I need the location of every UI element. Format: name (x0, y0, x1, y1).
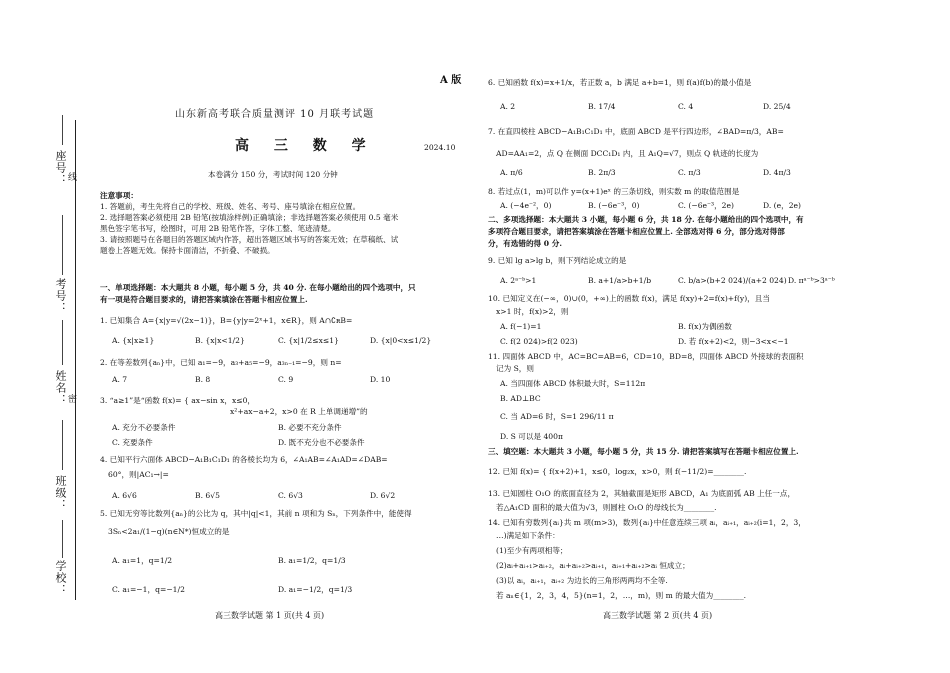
question-5-line1: 5. 已知无穷等比数列{aₙ}的公比为 q，其中|q|<1，其前 n 项和为 Sₙ，下列条件中，能使得 (100, 509, 412, 518)
question-14-line2: …)满足如下条件： (496, 531, 560, 540)
question-13-line2: 若△A₁CD 面积的最大值为√3，则圆柱 O₁O 的母线长为________. (496, 503, 717, 512)
seat-label: 座号： (54, 150, 67, 186)
question-8: 8. 若过点(1，m)可以作 y=(x+1)eˣ 的三条切线，则实数 m 的取值范围是 (488, 187, 740, 196)
q11-option-b: B. AD⊥BC (500, 394, 541, 403)
section2-heading-c: 分，有选错的得 0 分. (488, 239, 562, 248)
q2-option-b: B. 8 (195, 375, 211, 384)
page-footer-1: 高三数学试题 第 1 页(共 4 页) (215, 611, 325, 620)
q2-option-c: C. 9 (278, 375, 294, 384)
exam-no-label: 考号： (54, 278, 67, 314)
q2-option-d: D. 10 (370, 375, 391, 384)
section2-heading-a: 二、多项选择题：本大题共 3 小题，每小题 6 分，共 18 分. 在每小题给出的四个选项中，有 (488, 215, 804, 224)
name-line (62, 320, 63, 365)
q7-option-a: A. π/6 (500, 168, 523, 177)
q10-option-a: A. f(−1)=1 (500, 322, 542, 331)
school-label: 学校： (54, 560, 67, 596)
binding-margin (28, 120, 90, 600)
version-label: A 版 (440, 75, 462, 86)
seat-line (62, 115, 63, 145)
q8-option-d: D. (e，2e) (763, 201, 801, 210)
note-line-4: 3. 请按照题号在各题目的答题区域内作答，超出答题区域书写的答案无效；在草稿纸、试 (100, 235, 399, 244)
q5-option-c: C. a₁=−1，q=−1/2 (112, 585, 185, 594)
question-4-line1: 4. 已知平行六面体 ABCD−A₁B₁C₁D₁ 的各棱长均为 6，∠A₁AB=∠A₁AD=∠DAB= (100, 455, 388, 464)
q5-option-d: D. a₁=−1/2，q=1/3 (278, 585, 353, 594)
q2-option-a: A. 7 (112, 375, 128, 384)
question-14-line6: 若 aₙ∈{1，2，3，4，5}(n=1，2，…，m)，则 m 的最大值为________. (496, 591, 747, 600)
q4-option-a: A. 6√6 (112, 491, 137, 500)
q8-option-c: C. (−6e⁻³，2e) (678, 201, 734, 210)
exam-date: 2024.10 (424, 143, 456, 152)
binding-rule (75, 120, 76, 600)
section3-heading: 三、填空题：本大题共 3 小题，每小题 5 分，共 15 分. 请把答案填写在答题卡相应位置上. (488, 447, 799, 456)
q6-option-a: A. 2 (500, 102, 516, 111)
q4-option-b: B. 6√5 (195, 491, 220, 500)
q9-option-a: A. 2ᵃ⁻ᵇ>1 (500, 276, 537, 285)
question-14-line4: (2)aᵢ+aᵢ₊₁>aᵢ₊₂，aᵢ+aᵢ₊₂>aᵢ₊₁，aᵢ₊₁+aᵢ₊₂>aᵢ 恒成立； (496, 561, 690, 570)
school-line (62, 520, 63, 558)
q6-option-d: D. 25/4 (763, 102, 791, 111)
notes-heading: 注意事项： (100, 191, 138, 200)
page-footer-2: 高三数学试题 第 2 页(共 4 页) (603, 611, 713, 620)
q6-option-c: C. 4 (678, 102, 694, 111)
question-3-line2: x²+ax−a+2，x>0 在 R 上单调递增”的 (230, 407, 368, 416)
line-mark: 线 (68, 173, 78, 183)
q5-option-b: B. a₁=1/2，q=1/3 (278, 556, 346, 565)
q9-option-b: B. a+1/a>b+1/b (588, 276, 652, 285)
q8-option-b: B. (−6e⁻³，0) (588, 201, 640, 210)
q3-option-c: C. 充要条件 (112, 438, 153, 447)
q8-option-a: A. (−4e⁻²，0) (500, 201, 552, 210)
question-12: 12. 已知 f(x)= { f(x+2)+1，x≤0，log₂x，x>0，则 f(−11/2)=________. (488, 467, 747, 476)
q10-option-d: D. 若 f(x+2)<2，则−3<x<−1 (678, 337, 789, 346)
note-line-5: 题卷上答题无效。保持卡面清洁，不折叠、不破损。 (100, 246, 275, 255)
question-2: 2. 在等差数列{aₙ}中，已知 a₁=−9，a₃+a₅=−9，a₃ₙ₋₁=−9，则 n= (100, 358, 342, 367)
question-10-line1: 10. 已知定义在(−∞，0)∪(0，+∞)上的函数 f(x)，满足 f(xy)+2=f(x)+f(y)，且当 (488, 294, 770, 303)
seal-mark: 密 (68, 395, 78, 405)
question-13-line1: 13. 已知圆柱 O₁O 的底面直径为 2，其轴截面是矩形 ABCD，A₁ 为底面弧 AB 上任一点， (488, 489, 796, 498)
note-line-2: 2. 选择题答案必须使用 2B 铅笔(按填涂样例)正确填涂；非选择题答案必须使用 0.5 毫米 (100, 213, 399, 222)
question-11-line1: 11. 四面体 ABCD 中，AC=BC=AB=6，CD=10，BD=8，四面体 ABCD 外接球的表面积 (488, 352, 804, 361)
q11-option-a: A. 当四面体 ABCD 体积最大时，S=112π (500, 379, 646, 388)
question-14-line5: (3)以 aᵢ，aᵢ₊₁，aᵢ₊₂ 为边长的三角形两两均不全等. (496, 576, 668, 585)
question-10-line2: x>1 时，f(x)>2，则 (496, 307, 569, 316)
question-1: 1. 已知集合 A={x|y=√(2x−1)}，B={y|y=2ˣ+1，x∈R}，则 A∩∁ʀB= (100, 316, 353, 325)
question-14-line3: (1)至少有两项相等； (496, 546, 568, 555)
note-line-1: 1. 答题前，考生先将自己的学校、班级、姓名、考号、座号填涂在相应位置。 (100, 202, 361, 211)
note-line-3: 黑色签字笔书写，绘图时，可用 2B 铅笔作答，字体工整、笔迹清楚。 (100, 224, 336, 233)
q11-option-d: D. S 可以是 400π (500, 432, 563, 441)
question-9: 9. 已知 lg a>lg b，则下列结论成立的是 (488, 256, 627, 265)
q4-option-d: D. 6√2 (370, 491, 396, 500)
section2-heading-b: 多项符合题目要求，请把答案填涂在答题卡相应位置上. 全部选对得 6 分，部分选对得部 (488, 227, 785, 236)
question-7-line1: 7. 在直四棱柱 ABCD−A₁B₁C₁D₁ 中，底面 ABCD 是平行四边形，∠BAD=π/3，AB= (488, 127, 784, 136)
class-line (62, 420, 63, 470)
question-4-line2: 60°，则|AC₁→|= (108, 470, 169, 479)
q3-option-b: B. 必要不充分条件 (278, 423, 342, 432)
q1-option-d: D. {x|0<x≤1/2} (370, 336, 432, 345)
exam-title: 山东新高考联合质量测评 10 月联考试题 (175, 109, 375, 120)
q9-option-d: D. πᵃ⁻ᵇ>3ᵃ⁻ᵇ (788, 276, 835, 285)
q4-option-c: C. 6√3 (278, 491, 303, 500)
q7-option-b: B. 2π/3 (588, 168, 616, 177)
q10-option-c: C. f(2 024)>f(2 023) (500, 337, 578, 346)
q10-option-b: B. f(x)为偶函数 (678, 322, 732, 331)
exam-no-line (62, 215, 63, 275)
name-label: 姓名： (54, 370, 67, 406)
q7-option-c: C. π/3 (678, 168, 701, 177)
question-7-line2: AD=AA₁=2，点 Q 在侧面 DCC₁D₁ 内，且 A₁Q=√7，则点 Q 轨迹的长度为 (496, 149, 759, 158)
q1-option-b: B. {x|x<1/2} (195, 336, 245, 345)
q3-option-d: D. 既不充分也不必要条件 (278, 438, 365, 447)
q3-option-a: A. 充分不必要条件 (112, 423, 176, 432)
question-3-line1: 3. “a≥1”是“函数 f(x)= { ax−sin x，x≤0， (100, 396, 256, 405)
question-5-line2: 3Sₙ<2a₁/(1−q)(n∈N*)恒成立的是 (108, 527, 230, 536)
q1-option-c: C. {x|1/2≤x≤1} (278, 336, 339, 345)
class-label: 班级： (54, 475, 67, 511)
q6-option-b: B. 17/4 (588, 102, 616, 111)
q5-option-a: A. a₁=1，q=1/2 (112, 556, 173, 565)
q1-option-a: A. {x|x≥1} (112, 336, 155, 345)
q9-option-c: C. b/a>(b+2 024)/(a+2 024) (678, 276, 787, 285)
section1-heading-b: 有一项是符合题目要求的，请把答案填涂在答题卡相应位置上. (100, 295, 308, 304)
q7-option-d: D. 4π/3 (763, 168, 791, 177)
score-time: 本卷满分 150 分，考试时间 120 分钟 (208, 170, 338, 179)
section1-heading-a: 一、单项选择题：本大题共 8 小题，每小题 5 分，共 40 分. 在每小题给出的四个选项中，只 (100, 283, 416, 292)
q11-option-c: C. 当 AD=6 时，S=1 296/11 π (500, 412, 614, 421)
question-14-line1: 14. 已知有穷数列{aᵢ}共 m 项(m>3)，数列{aᵢ}中任意连续三项 aᵢ，aᵢ₊₁，aᵢ₊₂(i=1，2，3， (488, 518, 806, 527)
question-6: 6. 已知函数 f(x)=x+1/x，若正数 a，b 满足 a+b=1，则 f(a)f(b)的最小值是 (488, 78, 752, 87)
subject-title: 高 三 数 学 (235, 138, 376, 154)
question-11-line2: 记为 S，则 (496, 364, 534, 373)
